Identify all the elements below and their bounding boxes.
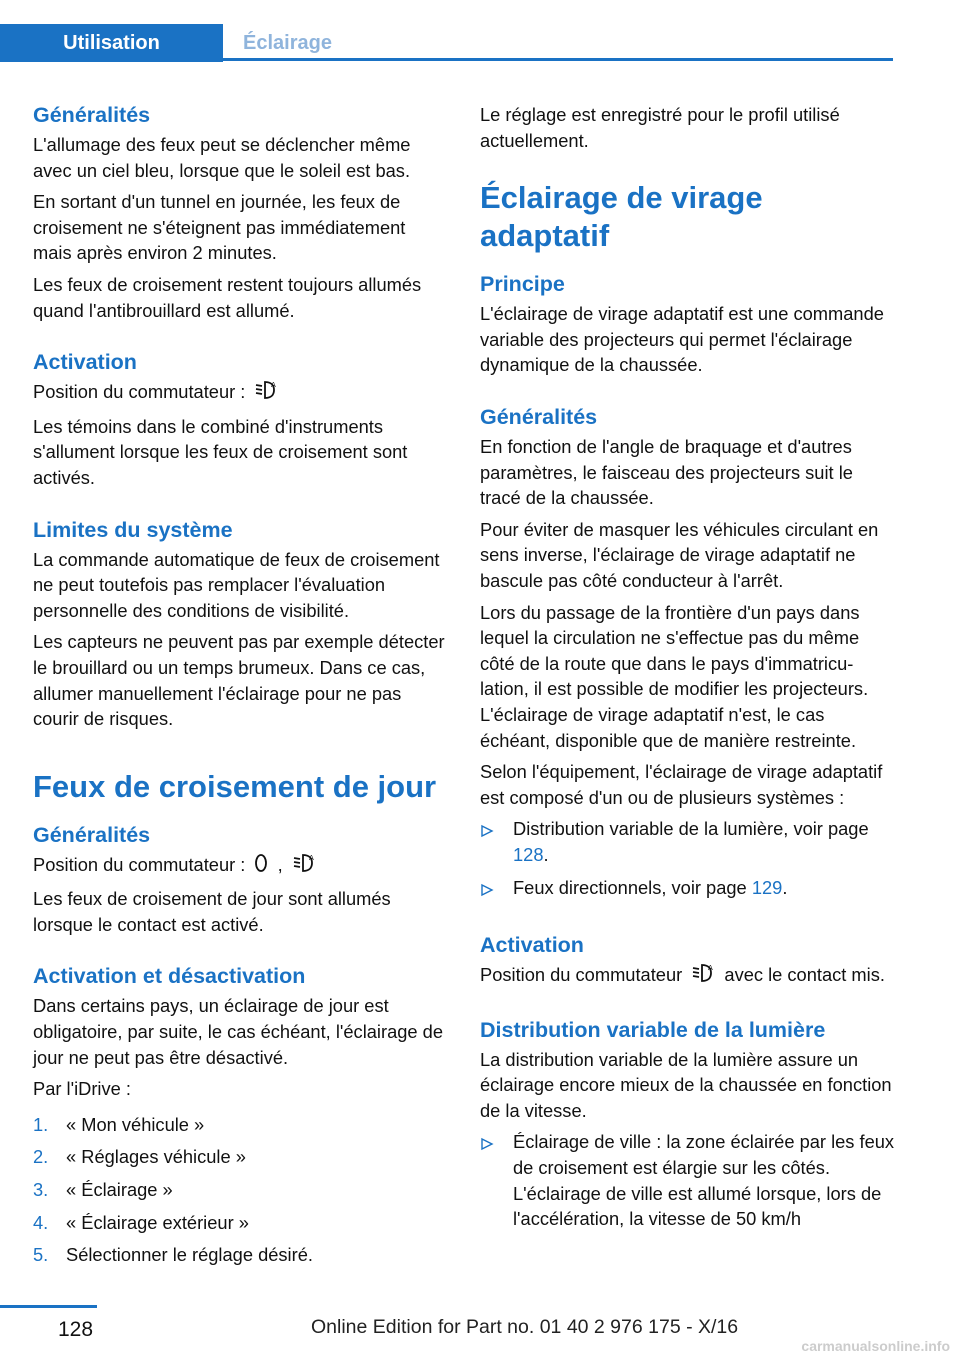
- paragraph: En fonction de l'angle de braquage et d'autres paramètres, le faisceau des projecteurs suit le tracé de la chaussée.: [480, 435, 853, 509]
- paragraph: La distribution variable de la lumière assure un éclairage encore mieux de la chaussée en fonction de la vitesse.: [480, 1048, 892, 1121]
- paragraph: Pour éviter de masquer les véhicules circulant en sens inverse, l'éclairage de virage adaptatif ne bascule pas côté conducteur à l'arrêt.: [480, 518, 879, 591]
- list-item: Éclairage de ville : la zone éclairée par les feux de croisement est élargie sur les côtés. L'éclairage de ville est allumé lorsque, lors de l'accélération, la vitesse de 50 km/h: [480, 1129, 896, 1231]
- paragraph: Selon l'équipement, l'éclairage de virage adaptatif est composé d'un ou de plusieurs systèmes :: [480, 761, 883, 808]
- off-position-icon: [254, 852, 268, 881]
- section-tab-eclairage: Éclairage: [243, 31, 332, 54]
- paragraph: Lors du passage de la frontière d'un pays dans lequel la circulation ne s'effectue pas du même côté de la route que dans le pays d'immatriculation, il est possible de modifier les projecteurs. L'éclairage de virage adaptatif n'est, le cas échéant, disponible que de manière restreinte.: [480, 601, 869, 751]
- switch-position-line: Position du commutateur A avec le contact mis.: [480, 962, 896, 991]
- paragraph: La commande automatique de feux de croisement ne peut toutefois pas remplacer l'évaluation personnelle des conditions de visibilité.: [33, 548, 440, 621]
- heading-generalites: Généralités: [33, 822, 151, 847]
- auto-low-beam-icon: [254, 379, 278, 408]
- list-item: Distribution variable de la lumière, voir page 128.: [480, 816, 896, 867]
- page-number: 128: [58, 1318, 94, 1341]
- switch-position-line: Position du commutateur : , A: [33, 852, 445, 881]
- footer-line: [0, 1305, 97, 1308]
- list-item: 4. « Éclairage extérieur »: [33, 1211, 249, 1233]
- page-link-128[interactable]: 128: [513, 843, 544, 865]
- triangle-bullet-icon: [480, 875, 513, 904]
- list-item: 5. Sélectionner le réglage désiré.: [33, 1244, 313, 1266]
- right-column: [480, 102, 896, 1240]
- heading-distribution-variable: Distribution variable de la lumière: [480, 1017, 826, 1042]
- section-tab-utilisation: Utilisation: [0, 24, 223, 62]
- heading-generalites: Généralités: [480, 404, 598, 429]
- heading-activation: Activation: [33, 350, 137, 375]
- heading-principe: Principe: [480, 272, 565, 297]
- paragraph: Les feux de croisement restent toujours allumés quand l'antibrouillard est allumé.: [33, 273, 422, 321]
- distribution-list: [480, 1129, 896, 1231]
- heading-activation: Activation: [480, 933, 584, 958]
- list-item: 2. « Réglages véhicule »: [33, 1146, 246, 1168]
- heading-eclairage-virage-adaptatif: Éclairage de virage adaptatif: [480, 180, 763, 254]
- triangle-bullet-icon: [480, 816, 513, 867]
- left-column: [33, 102, 445, 1275]
- auto-low-beam-icon: [691, 962, 715, 991]
- paragraph: Les témoins dans le combiné d'instruments s'allument lorsque les feux de croisement sont activés.: [33, 415, 408, 488]
- paragraph: En sortant d'un tunnel en journée, les feux de croisement ne s'éteignent pas immédiatement mais après environ 2 minutes.: [33, 191, 406, 264]
- idrive-steps-list: [33, 1112, 445, 1268]
- list-item: 1. « Mon véhicule »: [33, 1113, 205, 1135]
- paragraph: L'éclairage de virage adaptatif est une commande variable des projecteurs qui permet l'éclairage dynamique de la chaussée.: [480, 303, 884, 376]
- systems-list: [480, 816, 896, 904]
- paragraph: Le réglage est enregistré pour le profil utilisé actuellement.: [480, 104, 840, 151]
- svg-text:A: A: [271, 381, 277, 390]
- paragraph: Dans certains pays, un éclairage de jour est obligatoire, par suite, le cas échéant, l'éclairage de jour ne peut pas être désactivé.: [33, 995, 443, 1068]
- heading-limites: Limites du système: [33, 517, 233, 542]
- auto-low-beam-icon: [292, 852, 316, 881]
- page-link-129[interactable]: 129: [751, 877, 783, 899]
- paragraph: Les feux de croisement de jour sont allumés lorsque le contact est activé.: [33, 888, 391, 935]
- paragraph: L'allumage des feux peut se déclencher même avec un ciel bleu, lorsque que le soleil est bas.: [33, 134, 411, 181]
- list-item: 3. « Éclairage »: [33, 1179, 173, 1201]
- triangle-bullet-icon: [480, 1129, 513, 1231]
- paragraph: Les capteurs ne peuvent pas par exemple détecter le brouillard ou un temps brumeux. Dans ce cas, allumer manuellement l'éclairage pour ne pas courir de risques.: [33, 631, 445, 730]
- heading-generalites: Généralités: [33, 103, 151, 127]
- header-underline: [223, 58, 893, 61]
- svg-text:A: A: [708, 964, 714, 973]
- paragraph: Par l'iDrive :: [33, 1078, 131, 1100]
- heading-activation-desactivation: Activation et désactivation: [33, 964, 306, 989]
- heading-feux-croisement-jour: Feux de croisement de jour: [33, 768, 437, 804]
- list-item: Feux directionnels, voir page 129.: [480, 875, 896, 904]
- online-edition-note: Online Edition for Part no. 01 40 2 976 175 - X/16: [311, 1316, 739, 1338]
- svg-text:A: A: [308, 853, 314, 862]
- header-bar: [0, 24, 893, 62]
- switch-position-line: Position du commutateur : A: [33, 379, 445, 408]
- watermark: carmanualsonline.info: [801, 1338, 950, 1354]
